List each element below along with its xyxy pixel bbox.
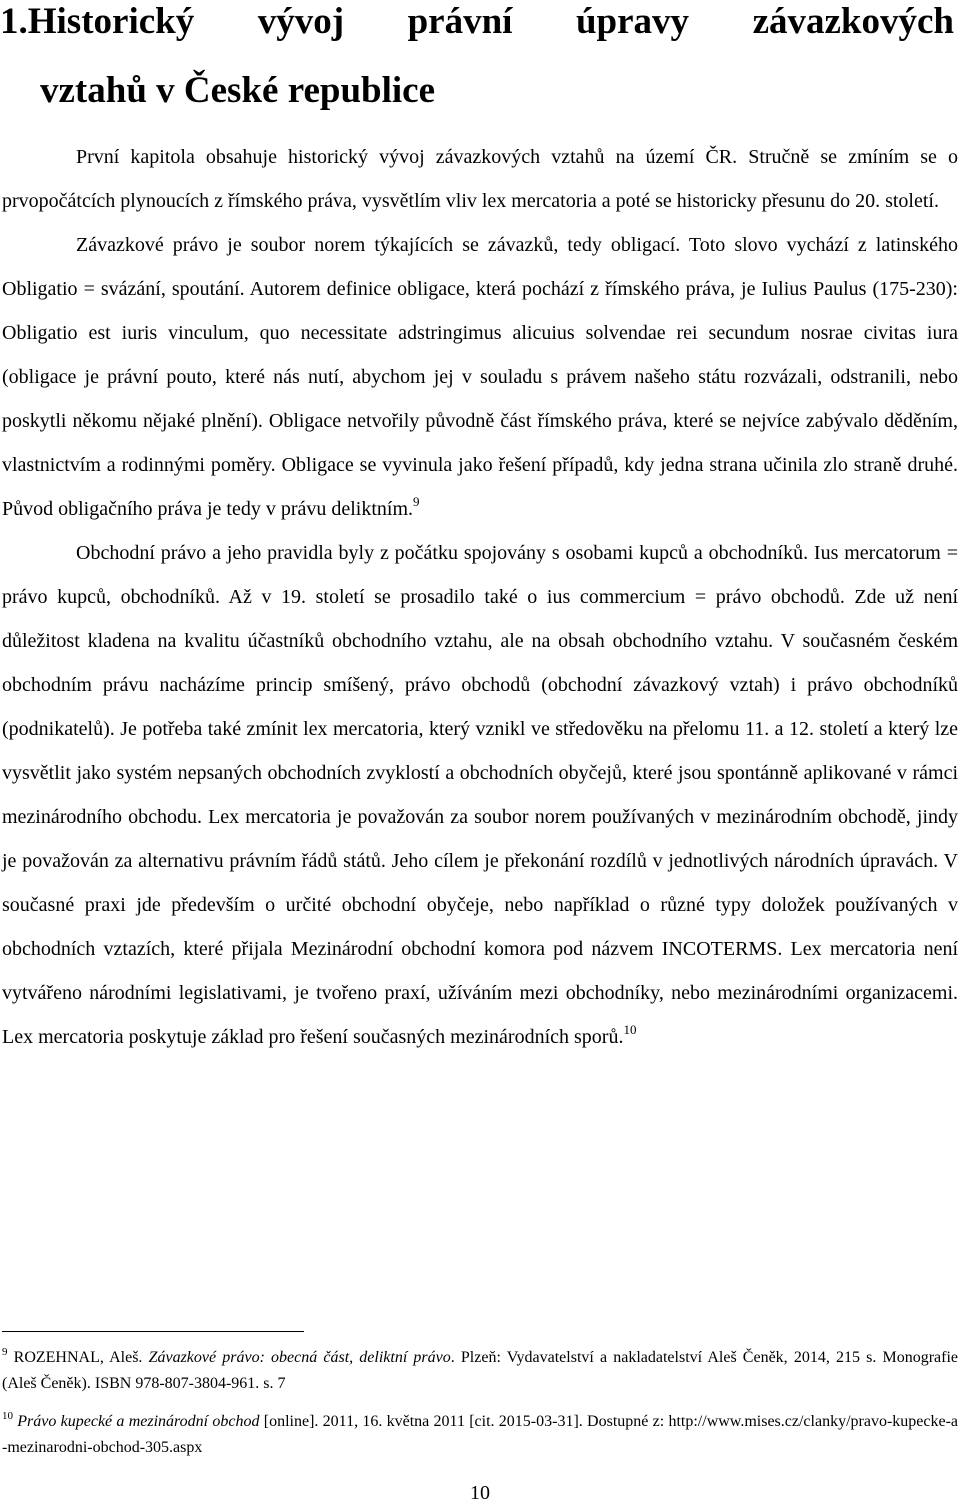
footnote-text: . Plzeň: Vydavatelství a nakladatelství Aleš Čeněk, 2014, 215 s. Monografie (Aleš Čeněk). ISBN 978-807-3804-961. s. 7 <box>2 1349 958 1392</box>
heading-word: úpravy <box>575 1 690 42</box>
footnote-reference[interactable]: 10 <box>623 1022 637 1037</box>
chapter-number: 1. <box>0 1 28 42</box>
paragraph <box>2 135 958 223</box>
footnote-title: Závazkové právo: obecná část, deliktní právo <box>148 1349 451 1366</box>
footnote <box>2 1345 958 1397</box>
footnote-separator <box>2 1331 304 1332</box>
paragraph-text: První kapitola obsahuje historický vývoj závazkových vztahů na území ČR. Stručně se zmíním se o prvopočátcích plynoucích z římského práva, vysvětlím vliv lex mercatoria a poté se historicky přesunu do 20. století. <box>2 146 958 212</box>
footnotes <box>2 1345 958 1473</box>
heading-word: Historický <box>27 1 195 42</box>
paragraph-text: Obchodní právo a jeho pravidla byly z počátku spojovány s osobami kupců a obchodníků. Ius mercatorum = právo kupců, obchodníků. Až v 19. století se prosadilo také o ius commercium = právo obchodů. Zde už není důležitost kladena na kvalitu účastníků obchodního vztahu, ale na obsah obchodního vztahu. V současném českém obchodním právu nacházíme princip smíšený, právo obchodů (obchodní závazkový vztah) i právo obchodníků (podnikatelů). Je potřeba také zmínit lex mercatoria, který vznikl ve středověku na přelomu 11. a 12. století a který lze vysvětlit jako systém nepsaných obchodních zvyklostí a obchodních obyčejů, které jsou spontánně aplikované v rámci mezinárodního obchodu. Lex mercatoria je považován za soubor norem používaných v mezinárodním obchodě, jindy je považován za alternativu právním řádů států. Jeho cílem je překonání rozdílů v jednotlivých národních úpravách. V současné praxi jde především o určité obchodní obyčeje, nebo například o různé typy doložek používaných v obchodních vztazích, které přijala Mezinárodní obchodní komora pod názvem INCOTERMS. Lex mercatoria není vytvářeno národními legislativami, je tvořeno praxí, užíváním mezi obchodníky, nebo mezinárodními organizacemi. Lex mercatoria poskytuje základ pro řešení současných mezinárodních sporů. <box>2 542 958 1048</box>
chapter-heading-line-2: vztahů v České republice <box>40 70 436 111</box>
footnote-mark: 10 <box>2 1410 13 1422</box>
chapter-heading-line-1 <box>0 2 954 42</box>
footnote-title: Právo kupecké a mezinárodní obchod <box>17 1413 260 1430</box>
page-number: 10 <box>470 1482 490 1504</box>
footnote-reference[interactable]: 9 <box>413 494 420 509</box>
heading-word: vývoj <box>257 1 345 42</box>
footnote-text: ROZEHNAL, Aleš. <box>13 1349 149 1366</box>
heading-word: závazkových <box>752 1 954 42</box>
paragraph-text: Závazkové právo je soubor norem týkajících se závazků, tedy obligací. Toto slovo vychází z latinského Obligatio = svázání, spoutání. Autorem definice obligace, která pochází z římského práva, je Iulius Paulus (175-230): Obligatio est iuris vinculum, quo necessitate adstringimus alicuius solvendae rei secundum nosrae civitas iura (obligace je právní pouto, které nás nutí, abychom jej v souladu s právem našeho státu rozvázali, odstranili, nebo poskytli někomu nějaké plnění). Obligace netvořily původně část římského práva, které se nejvíce zabývalo děděním, vlastnictvím a rodinnými poměry. Obligace se vyvinula jako řešení případů, kdy jedna strana učinila zlo straně druhé. Původ obligačního práva je tedy v právu deliktním. <box>2 234 958 520</box>
paragraph <box>2 531 958 1059</box>
footnote <box>2 1409 958 1461</box>
heading-word: právní <box>407 1 513 42</box>
paragraph <box>2 223 958 531</box>
body-text <box>2 135 958 1059</box>
footnote-mark: 9 <box>2 1346 8 1358</box>
footnote-text: [online]. 2011, 16. května 2011 [cit. 2015-03-31]. Dostupné z: http://www.mises.cz/clanky/pravo-kupecke-a-mezinarodni-obchod-305.aspx <box>2 1413 959 1456</box>
